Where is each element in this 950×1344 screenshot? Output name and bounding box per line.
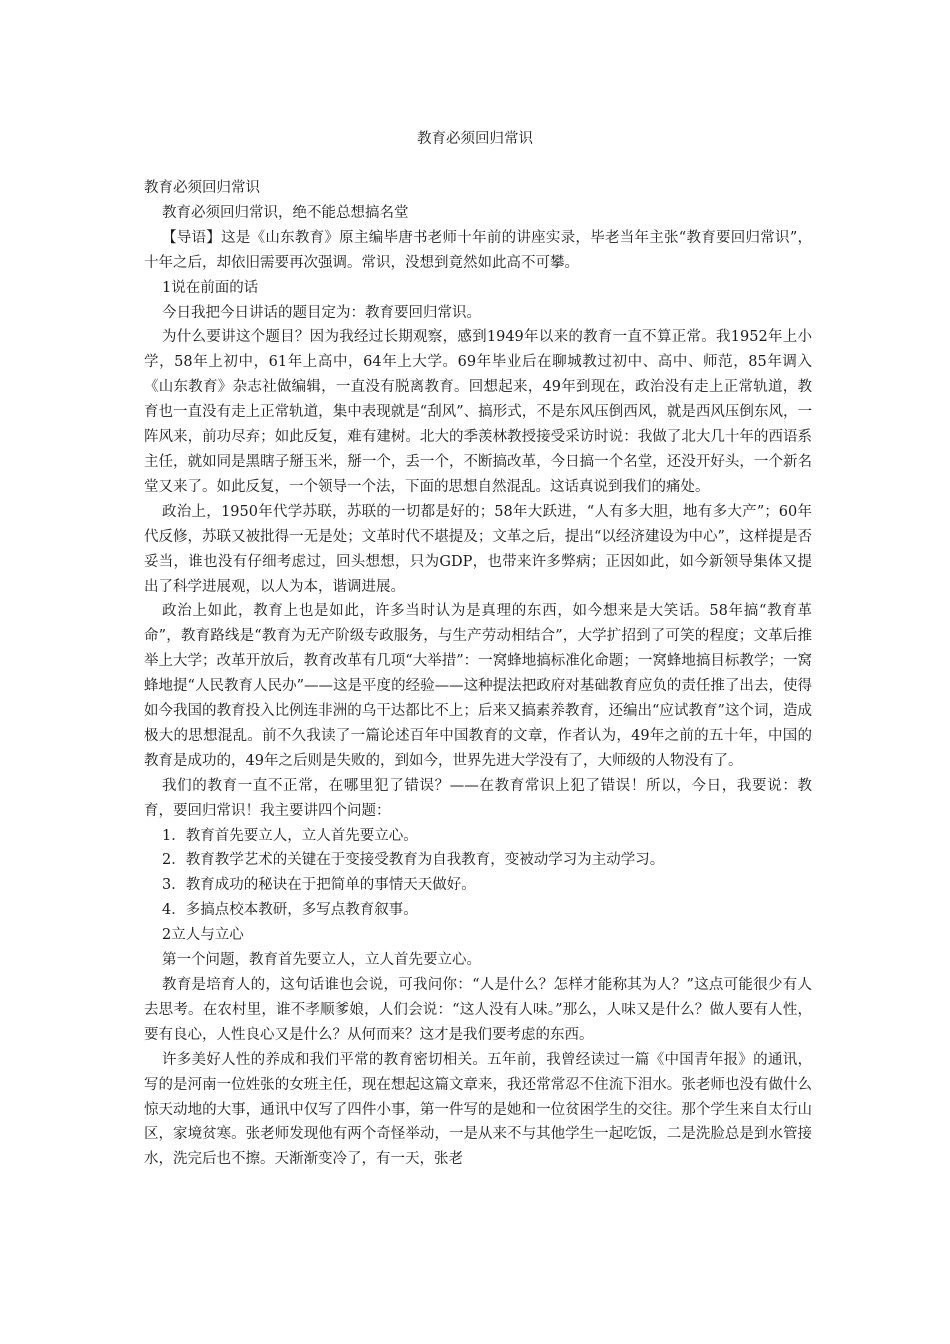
paragraph: 我们的教育一直不正常，在哪里犯了错误？——在教育常识上犯了错误！所以，今日，我要说：教育，要回归常识！我主要讲四个问题：: [144, 777, 812, 819]
list-item: 3．教育成功的秘诀在于把简单的事情天天做好。: [162, 877, 476, 894]
list-item: 1．教育首先要立人，立人首先要立心。: [162, 827, 418, 844]
paragraph: 今日我把今日讲话的题目定为：教育要回归常识。: [162, 304, 481, 321]
paragraph: 许多美好人性的养成和我们平常的教育密切相关。五年前，我曾经读过一篇《中国青年报》的通讯，写的是河南一位姓张的女班主任，现在想起这篇文章来，我还常常忍不住流下泪水。张老师也没有做什么惊天动地的大事，通讯中仅写了四件小事，第一件写的是她和一位贫困学生的交往。那个学生来自太行山区，家境贫寒。张老师发现他有两个奇怪举动，一是从来不与其他学生一起吃饭，二是洗脸总是到水管接水，洗完后也不擦。天渐渐变冷了，有一天，张老: [144, 1051, 812, 1168]
paragraph: 为什么要讲这个题目？因为我经过长期观察，感到1949年以来的教育一直不算正常。我1952年上小学，58年上初中，61年上高中，64年上大学。69年毕业后在聊城教过初中、高中、师范，85年调入《山东教育》杂志社做编辑，一直没有脱离教育。回想起来，49年到现在，政治没有走上正常轨道，教育也一直没有走上正常轨道，集中表现就是“刮风”、搞形式，不是东风压倒西风，就是西风压倒东风，一阵风来，前功尽弃；如此反复，难有建树。北大的季羡林教授接受采访时说：我做了北大几十年的西语系主任，就如同是黑瞎子掰玉米，掰一个，丢一个，不断搞改革，今日搞一个名堂，还没开好头，一个新名堂又来了。如此反复，一个领导一个法，下面的思想自然混乱。这话真说到我们的痛处。: [144, 329, 812, 495]
intro-paragraph: 【导语】这是《山东教育》原主编毕唐书老师十年前的讲座实录，毕老当年主张“教育要回归常识”，十年之后，却依旧需要再次强调。常识，没想到竟然如此高不可攀。: [144, 229, 812, 271]
paragraph: 政治上，1950年代学苏联，苏联的一切都是好的；58年大跃进，“人有多大胆，地有多大产”；60年代反修，苏联又被批得一无是处；文革时代不堪提及；文革之后，提出“以经济建设为中心”，这样提是否妥当，谁也没有仔细考虑过，回头想想，只为GDP，也带来许多弊病；正因如此，如今新领导集体又提出了科学进展观，以人为本，谐调进展。: [144, 503, 812, 595]
paragraph: 第一个问题，教育首先要立人，立人首先要立心。: [162, 952, 481, 969]
paragraph: 教育是培育人的，这句话谁也会说，可我问你：“人是什么？怎样才能称其为人？”这点可能很少有人去思考。在农村里，谁不孝顺爹娘，人们会说：“这人没有人味。”那么，人味又是什么？做人要有人性，要有良心，人性良心又是什么？从何而来？这才是我们要考虑的东西。: [144, 977, 812, 1043]
paragraph: 政治上如此，教育上也是如此，许多当时认为是真理的东西，如今想来是大笑话。58年搞“教育革命”，教育路线是“教育为无产阶级专政服务，与生产劳动相结合”，大学扩招到了可笑的程度；文革后推举上大学；改革开放后，教育改革有几项“大举措”：一窝蜂地搞标准化命题；一窝蜂地搞目标教学；一窝蜂地提“人民教育人民办”——这是平度的经验——这种提法把政府对基础教育应负的责任推了出去，使得如今我国的教育投入比例连非洲的乌干达都比不上；后来又搞素养教育，还编出“应试教育”这个词，造成极大的思想混乱。前不久我读了一篇论述百年中国教育的文章，作者认为，49年之前的五十年，中国的教育是成功的，49年之后则是失败的，到如今，世界先进大学没有了，大师级的人物没有了。: [144, 603, 812, 769]
body-heading: 教育必须回归常识: [144, 180, 260, 196]
document-body: [144, 176, 812, 1172]
document-title: 教育必须回归常识: [417, 131, 533, 147]
section-heading: 2立人与立心: [162, 927, 244, 944]
subtitle: 教育必须回归常识，绝不能总想搞名堂: [162, 204, 409, 221]
list-item: 4．多搞点校本教研，多写点教育叙事。: [162, 902, 418, 919]
list-item: 2．教育教学艺术的关键在于变接受教育为自我教育，变被动学习为主动学习。: [162, 852, 665, 869]
section-heading: 1说在前面的话: [162, 279, 259, 296]
